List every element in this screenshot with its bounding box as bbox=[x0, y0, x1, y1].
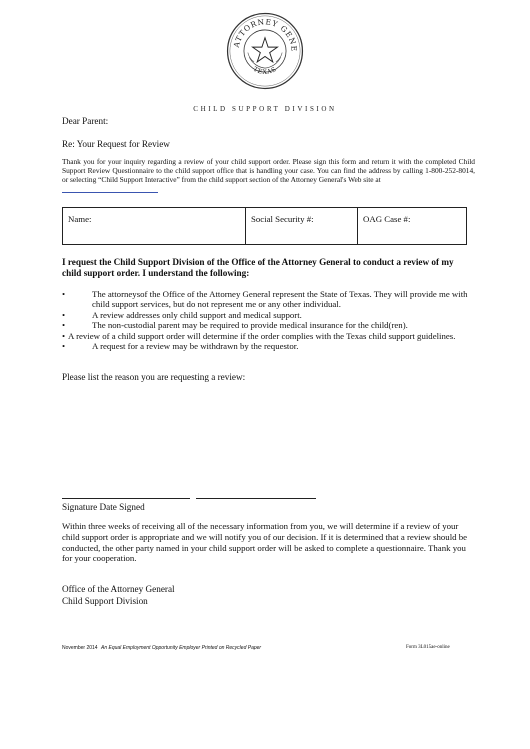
list-item-text: The attorneysof the Office of the Attorney General represent the State of Texas. They will provide me with child support services, but do not represent me or any other individual. bbox=[92, 289, 468, 310]
list-item-text: A request for a review may be withdrawn by the requestor. bbox=[92, 341, 299, 352]
intro-paragraph: Thank you for your inquiry regarding a review of your child support order. Please sign this form and return it with the completed Child Support Review Questionnaire to the child support office that is handling your case. You can find the address by calling 1-800-252-8014, or selecting “Child Support Interactive” from the child support section of the Attorney General's Web site at bbox=[62, 157, 475, 185]
list-item-text: The non-custodial parent may be required to provide medical insurance for the child(ren). bbox=[92, 320, 408, 331]
svg-text:TEXAS bbox=[252, 66, 278, 76]
attorney-general-seal-icon bbox=[226, 12, 304, 90]
bullet-icon: • bbox=[62, 341, 66, 352]
ssn-field[interactable] bbox=[246, 208, 358, 244]
bullet-icon: • bbox=[62, 330, 66, 341]
oag-case-label: OAG Case #: bbox=[363, 214, 411, 224]
reason-prompt: Please list the reason you are requesting a review: bbox=[62, 372, 246, 382]
bullet-icon: • bbox=[62, 309, 66, 320]
list-item bbox=[62, 289, 482, 310]
signature-line[interactable] bbox=[62, 498, 190, 499]
sender-line-2: Child Support Division bbox=[62, 596, 148, 606]
bullet-icon: • bbox=[62, 320, 66, 331]
list-item bbox=[62, 320, 482, 330]
list-item bbox=[62, 310, 482, 320]
closing-paragraph: Within three weeks of receiving all of the necessary information from you, we will determine if a review of your child support order is appropriate and we will notify you of our decision. If it is determined that a review should be conducted, the other party named in your child support order will be asked to complete a questionnaire. Thank you for your cooperation. bbox=[62, 521, 468, 564]
understanding-list bbox=[62, 289, 482, 351]
ssn-label: Social Security #: bbox=[251, 214, 314, 224]
seal-text-bottom: TEXAS bbox=[251, 65, 279, 76]
list-item-text: A review addresses only child support and medical support. bbox=[92, 309, 302, 320]
seal-text-top: ATTORNEY GENE bbox=[231, 17, 299, 53]
footer-form-id: Form 3L015ae-online bbox=[406, 645, 450, 650]
reason-input-area[interactable] bbox=[62, 386, 474, 486]
list-item-text: A review of a child support order will determine if the order complies with the Texas child support guidelines. bbox=[68, 330, 456, 341]
re-line: Re: Your Request for Review bbox=[62, 139, 170, 149]
oag-case-field[interactable] bbox=[358, 208, 466, 244]
info-table bbox=[62, 207, 467, 245]
list-item bbox=[62, 341, 482, 351]
sender-line-1: Office of the Attorney General bbox=[62, 584, 175, 594]
website-link[interactable] bbox=[62, 190, 158, 193]
date-signed-line[interactable] bbox=[196, 498, 316, 499]
signature-label: Signature Date Signed bbox=[62, 502, 145, 512]
name-label: Name: bbox=[68, 214, 92, 224]
salutation: Dear Parent: bbox=[62, 116, 109, 126]
bullet-icon: • bbox=[62, 289, 66, 299]
division-title: CHILD SUPPORT DIVISION bbox=[193, 105, 337, 113]
footer-date: November 2014 bbox=[62, 645, 98, 651]
request-heading: I request the Child Support Division of the Office of the Attorney General to conduct a review of my child support order. I understand the following: bbox=[62, 257, 454, 278]
name-field[interactable] bbox=[63, 208, 246, 244]
list-item bbox=[62, 331, 482, 341]
footer-employer-note: An Equal Employment Opportunity Employer Printed on Recycled Paper bbox=[101, 645, 262, 651]
